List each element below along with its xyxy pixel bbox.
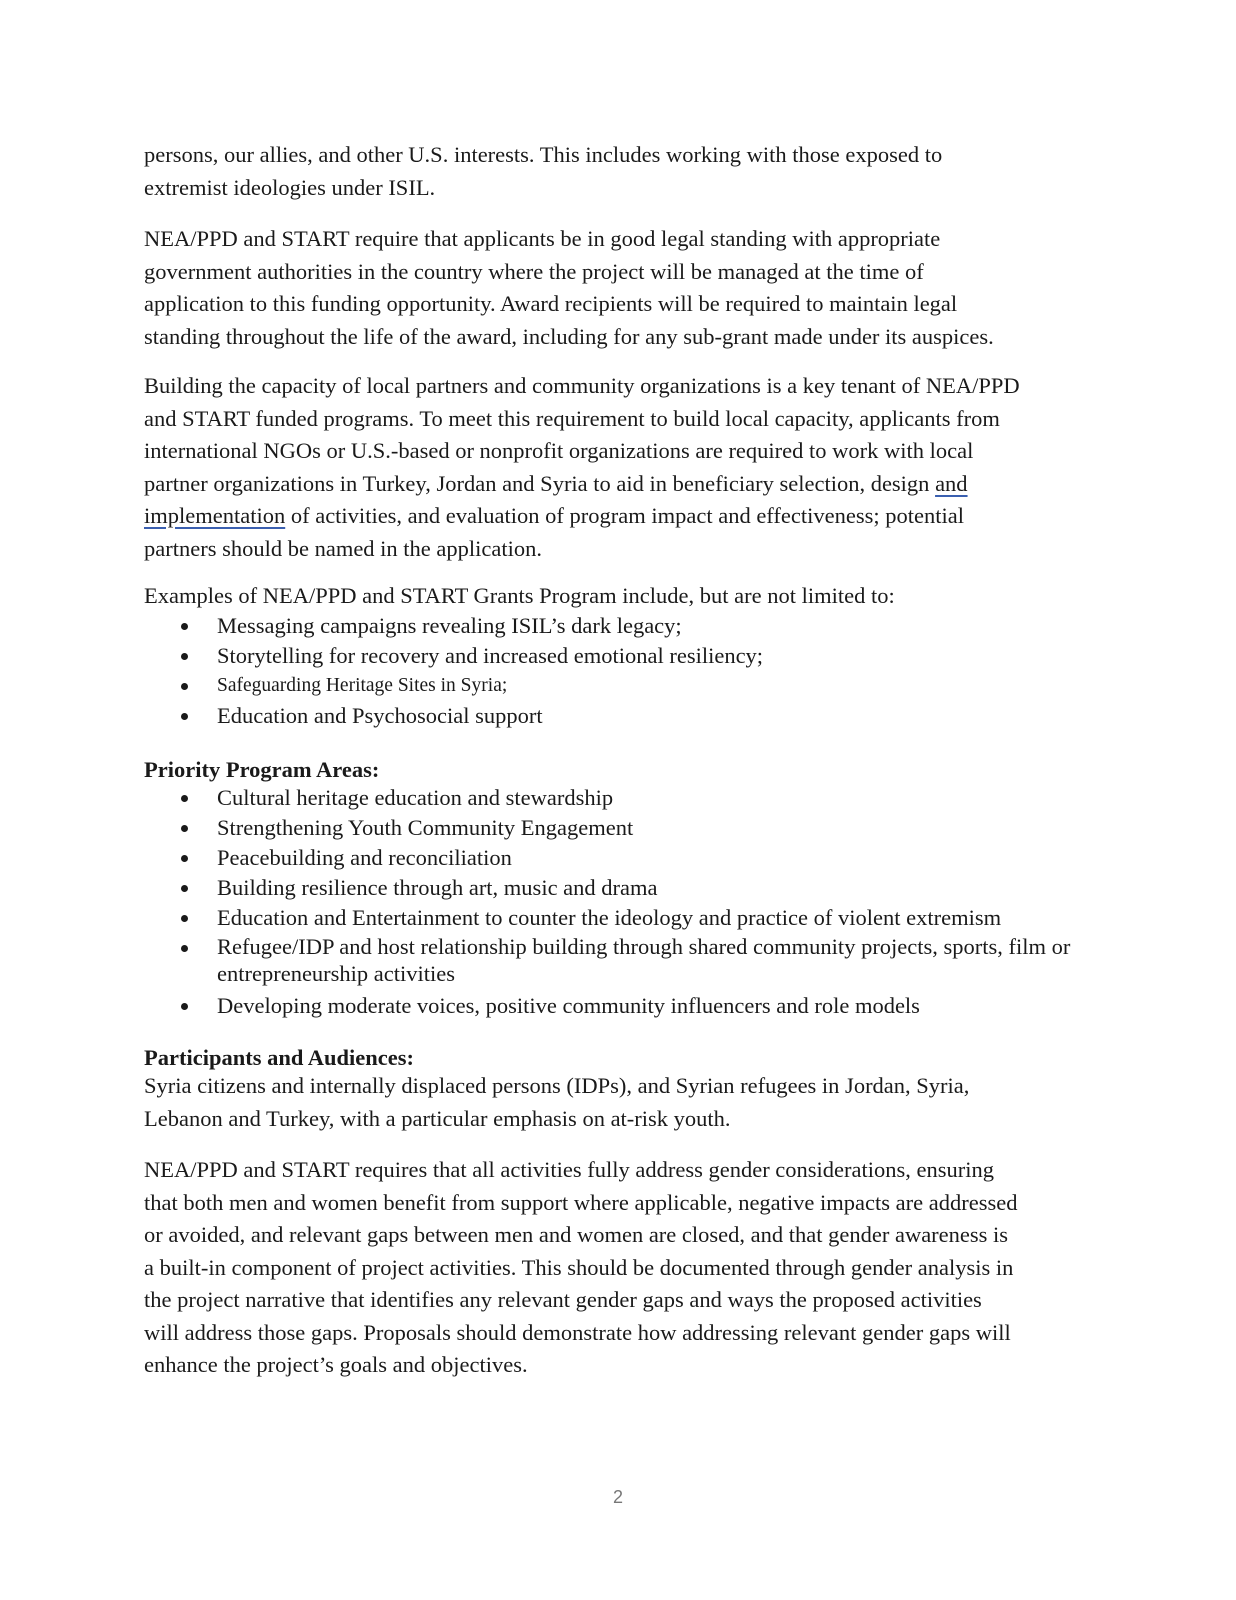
- examples-intro: [144, 580, 1104, 613]
- paragraph-intro: [144, 139, 1104, 204]
- text-line: persons, our allies, and other U.S. interests. This includes working with those exposed to: [144, 142, 943, 167]
- page-number: 2: [612, 1487, 623, 1507]
- list-item: Refugee/IDP and host relationship building through shared community projects, sports, film or entrepreneurship activities: [144, 933, 1104, 991]
- underlined-text: and: [935, 470, 968, 496]
- text-line: extremist ideologies under ISIL.: [144, 174, 436, 200]
- text-fragment: partner organizations in Turkey, Jordan and Syria to aid in beneficiary selection, design: [144, 470, 936, 496]
- text-line: will address those gaps. Proposals should demonstrate how addressing relevant gender gaps will: [144, 1319, 1011, 1345]
- list-item: Messaging campaigns revealing ISIL’s dark legacy;: [144, 611, 1104, 641]
- paragraph-gender: [144, 1154, 1104, 1382]
- paragraph-legal-standing: [144, 223, 1104, 353]
- list-item: Cultural heritage education and stewardship: [144, 783, 1104, 813]
- text-line: NEA/PPD and START requires that all activities fully address gender considerations, ensuring: [144, 1157, 995, 1182]
- underlined-text: implementation: [144, 503, 286, 528]
- text-line: Lebanon and Turkey, with a particular emphasis on at-risk youth.: [144, 1105, 731, 1131]
- text-line: [144, 500, 1104, 533]
- list-item: Education and Psychosocial support: [144, 701, 1104, 731]
- list-item: Strengthening Youth Community Engagement: [144, 813, 1104, 843]
- participants-heading: Participants and Audiences:: [144, 1045, 415, 1070]
- text-line: application to this funding opportunity. Award recipients will be required to maintain legal: [144, 291, 958, 316]
- paragraph-local-capacity: [144, 370, 1104, 565]
- text-line: Building the capacity of local partners and community organizations is a key tenant of NEA/PPD: [144, 373, 1020, 398]
- text-line: that both men and women benefit from support where applicable, negative impacts are addressed: [144, 1189, 1018, 1215]
- examples-list: [144, 611, 1104, 731]
- list-item: Developing moderate voices, positive community influencers and role models: [144, 991, 1104, 1021]
- text-line: standing throughout the life of the award, including for any sub-grant made under its auspices.: [144, 323, 994, 349]
- text-line: or avoided, and relevant gaps between men and women are closed, and that gender awareness is: [144, 1222, 1009, 1247]
- list-item: Safeguarding Heritage Sites in Syria;: [144, 671, 1104, 701]
- text-fragment: of activities, and evaluation of program impact and effectiveness; potential: [285, 503, 964, 528]
- text-line: a built-in component of project activities. This should be documented through gender analysis in: [144, 1254, 1014, 1280]
- text-line: government authorities in the country where the project will be managed at the time of: [144, 258, 924, 284]
- priority-list: [144, 783, 1104, 1021]
- text-line: enhance the project’s goals and objectives.: [144, 1352, 528, 1377]
- text-line: NEA/PPD and START require that applicants be in good legal standing with appropriate: [144, 226, 941, 251]
- text-line: international NGOs or U.S.-based or nonprofit organizations are required to work with local: [144, 438, 974, 463]
- text-line: Syria citizens and internally displaced persons (IDPs), and Syrian refugees in Jordan, Syria,: [144, 1073, 970, 1098]
- paragraph-participants: [144, 1070, 1104, 1135]
- priority-heading: Priority Program Areas:: [144, 757, 380, 782]
- list-item: Education and Entertainment to counter the ideology and practice of violent extremism: [144, 903, 1104, 933]
- text-line: and START funded programs. To meet this requirement to build local capacity, applicants from: [144, 405, 1000, 431]
- list-item: Peacebuilding and reconciliation: [144, 843, 1104, 873]
- text-line: the project narrative that identifies any relevant gender gaps and ways the proposed activities: [144, 1287, 982, 1312]
- text-line: [144, 468, 1104, 501]
- list-item: Building resilience through art, music and drama: [144, 873, 1104, 903]
- text-line: partners should be named in the application.: [144, 535, 543, 561]
- text-line: Examples of NEA/PPD and START Grants Program include, but are not limited to:: [144, 583, 895, 608]
- list-item: Storytelling for recovery and increased emotional resiliency;: [144, 641, 1104, 671]
